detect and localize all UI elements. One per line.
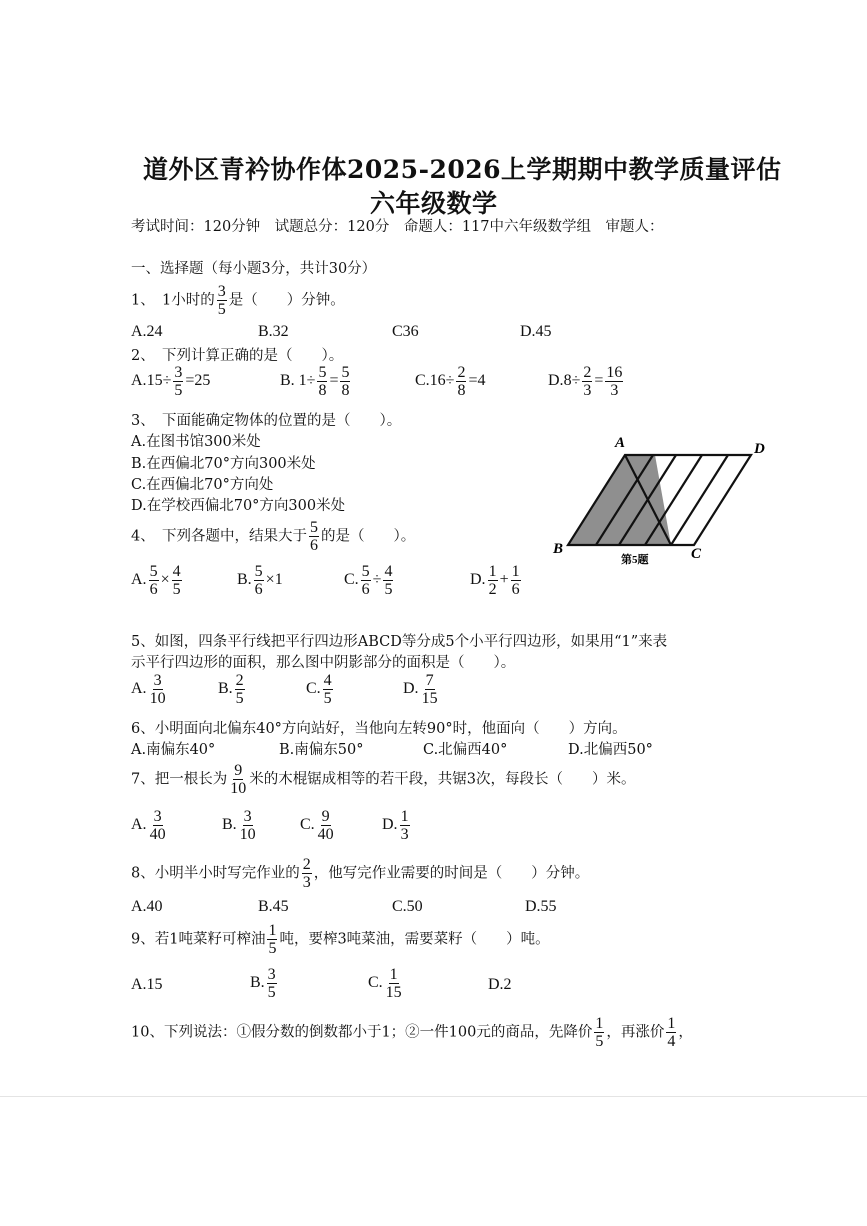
q4-option-a: A. $\frac{5}{6}$ × $\frac{4}{5}$	[131, 563, 181, 598]
q9-option-a: A.15	[131, 976, 163, 993]
label-b: B	[553, 541, 564, 557]
page-divider	[0, 1096, 867, 1097]
q2-option-a: A.15÷ $\frac{3}{5}$ =25	[131, 364, 211, 399]
label-a: A	[615, 435, 626, 451]
q5-option-b: B. $\frac{2}{5}$	[218, 672, 244, 707]
q2-option-b: B. 1÷ $\frac{5}{8}$ = $\frac{5}{8}$	[280, 364, 350, 399]
q5-option-c: C. $\frac{4}{5}$	[306, 672, 332, 707]
q8-option-a: A.40	[131, 898, 163, 915]
q9-option-d: D.2	[488, 976, 512, 993]
fraction: $\frac{3}{5}$	[217, 283, 226, 318]
question-6: 6、小明面向北偏东40°方向站好，当他向左转90°时，他面向（ ）方向。	[131, 721, 627, 737]
q9-option-b: B. $\frac{3}{5}$	[250, 966, 276, 1001]
exam-subtitle: 六年级数学	[370, 189, 498, 218]
shaded-region	[568, 455, 671, 545]
q5-option-a: A. $\frac{3}{10}$	[131, 672, 166, 707]
q1-option-c: C36	[392, 323, 419, 340]
q8-option-c: C.50	[392, 898, 423, 915]
q8-option-b: B.45	[258, 898, 289, 915]
q3-option-a: A.在图书馆300米处	[131, 434, 261, 450]
label-d: D	[754, 441, 765, 457]
q4-option-c: C. $\frac{5}{6}$ ÷ $\frac{4}{5}$	[344, 563, 393, 598]
parallelogram-figure	[545, 432, 775, 567]
figure-caption: 第5题	[621, 554, 649, 566]
exam-info: 考试时间：120分钟 试题总分：120分 命题人：117中六年级数学组 审题人：	[131, 219, 664, 235]
q7-option-d: D. $\frac{1}{3}$	[382, 808, 409, 843]
question-5-line-1: 5、如图，四条平行线把平行四边形ABCD等分成5个小平行四边形，如果用“1”来表	[131, 634, 668, 650]
q1-option-a: A.24	[131, 323, 163, 340]
q9-option-c: C. $\frac{1}{15}$	[368, 966, 402, 1001]
question-5-line-2: 示平行四边形的面积，那么图中阴影部分的面积是（ ）。	[131, 655, 516, 671]
q6-option-a: A.南偏东40°	[131, 742, 216, 758]
q4-option-b: B. $\frac{5}{6}$ ×1	[237, 563, 283, 598]
exam-title: 道外区青衿协作体2025-2026上学期期中教学质量评估	[143, 155, 782, 184]
question-10: 10、下列说法：①假分数的倒数都小于1；②一件100元的商品，先降价 $\frac{1}{5}$ ，再涨价 $\frac{1}{4}$ ，	[131, 1015, 693, 1050]
q6-option-d: D.北偏西50°	[568, 742, 653, 758]
q7-option-b: B. $\frac{3}{10}$	[222, 808, 256, 843]
q3-option-c: C.在西偏北70°方向处	[131, 477, 274, 493]
q2-option-d: D.8÷ $\frac{2}{3}$ = $\frac{16}{3}$	[548, 364, 623, 399]
question-1: 1、 1小时的 $\frac{3}{5}$ 是（ ）分钟。	[131, 283, 345, 318]
q1-option-b: B.32	[258, 323, 289, 340]
q1-option-d: D.45	[520, 323, 552, 340]
question-3: 3、 下面能确定物体的位置的是（ ）。	[131, 413, 402, 429]
q8-option-d: D.55	[525, 898, 557, 915]
q6-option-c: C.北偏西40°	[423, 742, 508, 758]
question-2: 2、 下列计算正确的是（ ）。	[131, 348, 344, 364]
parallel-line	[671, 455, 728, 545]
section-heading: 一、选择题（每小题3分，共计30分）	[131, 261, 377, 277]
q4-option-d: D. $\frac{1}{2}$ + $\frac{1}{6}$	[470, 563, 520, 598]
q3-option-b: B.在西偏北70°方向300米处	[131, 456, 316, 472]
question-7: 7、把一根长为 $\frac{9}{10}$ 米的木棍锯成相等的若干段，共锯3次，每段长（ ）米。	[131, 762, 636, 797]
question-9: 9、若1吨菜籽可榨油 $\frac{1}{5}$ 吨，要榨3吨菜油，需要菜籽（ ）吨。	[131, 922, 550, 957]
q7-option-c: C. $\frac{9}{40}$	[300, 808, 334, 843]
q2-option-c: C.16÷ $\frac{2}{8}$ =4	[415, 364, 486, 399]
q5-option-d: D. $\frac{7}{15}$	[403, 672, 438, 707]
q7-option-a: A. $\frac{3}{40}$	[131, 808, 166, 843]
q6-option-b: B.南偏东50°	[279, 742, 364, 758]
question-8: 8、小明半小时写完作业的 $\frac{2}{3}$ ，他写完作业需要的时间是（ ）分钟。	[131, 856, 590, 891]
question-4: 4、 下列各题中，结果大于 $\frac{5}{6}$ 的是（ ）。	[131, 519, 416, 554]
q3-option-d: D.在学校西偏北70°方向300米处	[131, 498, 346, 514]
label-c: C	[691, 546, 702, 562]
